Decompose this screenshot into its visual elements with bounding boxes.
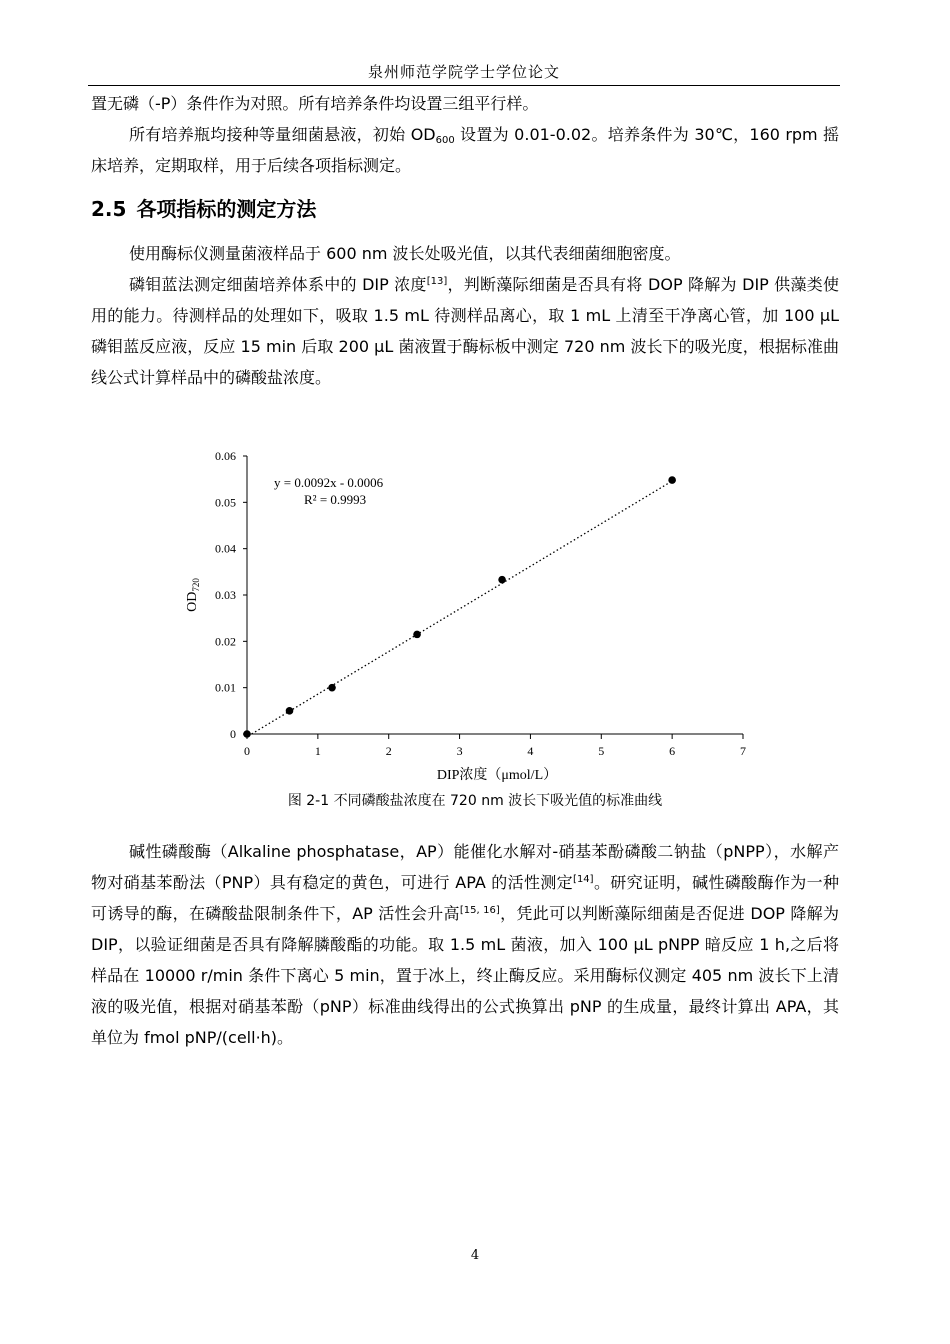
standard-curve-chart (170, 440, 790, 790)
y-axis-title-main: OD (185, 591, 200, 612)
dip-text-a: 磷钼蓝法测定细菌培养体系中的 DIP 浓度 (129, 275, 427, 294)
od600-paragraph: 使用酶标仪测量菌液样品于 600 nm 波长处吸光值，以其代表细菌细胞密度。 (129, 244, 681, 263)
y-tick-label: 0.06 (215, 449, 236, 463)
data-point (668, 476, 676, 484)
section-title: 各项指标的测定方法 (136, 197, 317, 221)
y-tick-label: 0 (230, 727, 236, 741)
data-point (286, 707, 294, 715)
intro-line: 置无磷（-P）条件作为对照。所有培养条件均设置三组平行样。 (91, 94, 539, 113)
od-subscript: 600 (435, 135, 455, 146)
data-points (243, 476, 676, 738)
ap-text-c: ，凭此可以判断藻际细菌是否促进 DOP 降解为 DIP，以验证细菌是否具有降解膦酸酯的功能。取 1.5 mL 菌液，加入 100 µL pNPP 暗反应 1 h,之后将样品在 10000 r/min 条件下离心 5 min，置于冰上，终止酶反应。采用酶标仪测定 405 nm 波长下上清液的吸光值，根据对硝基苯酚（pNP）标准曲线得出的公式换算出 pNP 的生成量，最终计算出 APA，其单位为 fmol pNP/(cell·h)。 (91, 904, 839, 1047)
dip-method-paragraph (91, 269, 839, 393)
data-point (328, 684, 336, 692)
y-tick-label: 0.04 (215, 541, 236, 556)
trendline-group (252, 481, 673, 734)
page-header: 泉州师范学院学士学位论文 (367, 63, 560, 81)
section-number: 2.5 (91, 197, 127, 221)
x-tick-label: 1 (314, 744, 321, 758)
y-tick-label: 0.01 (215, 680, 236, 695)
x-tick-label: 3 (456, 744, 463, 758)
x-tick-label: 7 (740, 744, 746, 758)
x-axis-title: DIP浓度（μmol/L） (436, 768, 558, 783)
ap-text-b: 。研究证明，碱性磷酸酶作为一种可诱导的酶，在磷酸盐限制条件下，AP 活性会升高 (91, 873, 839, 923)
x-tick-label: 5 (598, 744, 605, 758)
y-axis-title (185, 578, 201, 612)
data-point (243, 730, 251, 738)
x-tick-label: 6 (669, 744, 676, 758)
y-tick-label: 0.03 (215, 588, 236, 602)
dip-text-b: ，判断藻际细菌是否具有将 DOP 降解为 DIP 供藻类使用的能力。待测样品的处理如下，吸取 1.5 mL 待测样品离心，取 1 mL 上清至干净离心管，加 100 µL 磷钼蓝反应液，反应 15 min 后取 200 µL 菌液置于酶标板中测定 720 nm 波长下的吸光度，根据标准曲线公式计算样品中的磷酸盐浓度。 (91, 275, 839, 387)
culture-text-a: 所有培养瓶均接种等量细菌悬液，初始 OD (129, 125, 436, 144)
data-point (413, 631, 421, 639)
citation-15-16: [15, 16] (459, 905, 500, 916)
citation-14: [14] (573, 874, 594, 885)
citation-13: [13] (426, 276, 448, 287)
ap-text-a: 碱性磷酸酶（Alkaline phosphatase，AP）能催化水解对-硝基苯酚磷酸二钠盐（pNPP），水解产物对硝基苯酚法（PNP）具有稳定的黄色，可进行 APA 的活性测定 (91, 842, 839, 892)
data-point (498, 576, 506, 584)
x-tick-label: 0 (244, 744, 250, 758)
header-rule (88, 85, 840, 86)
page-number: 4 (470, 1248, 480, 1263)
culture-paragraph (91, 119, 839, 181)
y-axis-title-subscript: 720 (191, 578, 201, 592)
culture-text-b: 设置为 0.01-0.02。培养条件为 30℃，160 rpm 摇床培养，定期取样，用于后续各项指标测定。 (91, 125, 839, 175)
x-tick-label: 4 (527, 744, 534, 758)
figure-caption: 图 2-1 不同磷酸盐浓度在 720 nm 波长下吸光值的标准曲线 (287, 793, 663, 809)
r-squared-label: R² = 0.9993 (304, 492, 367, 507)
x-tick-label: 2 (385, 744, 392, 758)
trendline-equation: y = 0.0092x - 0.0006 (274, 475, 384, 490)
ap-paragraph (91, 836, 839, 1053)
section-heading (91, 194, 316, 224)
chart-ticks (215, 449, 746, 758)
y-tick-label: 0.02 (215, 634, 236, 649)
y-tick-label: 0.05 (215, 495, 236, 510)
trendline (252, 481, 673, 734)
